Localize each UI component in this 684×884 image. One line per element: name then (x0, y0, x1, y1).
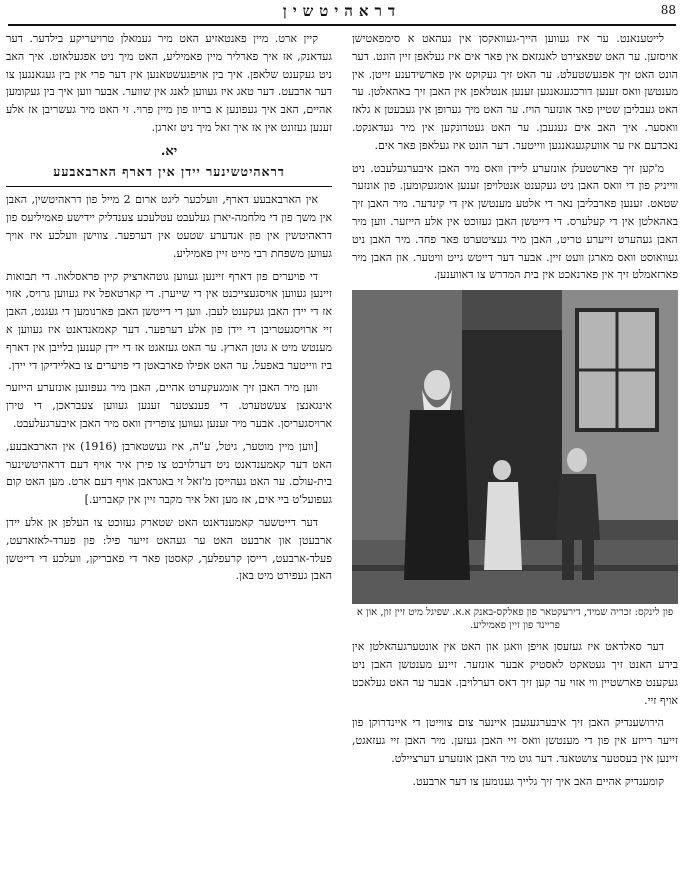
paragraph: ווען מיר האבן זיך אומגעקערט אהיים, האבן מיר געפונען אונזערע הייזער אינגאנצן צעשטערט. די פענצטער זענען געווען צעבראכן, די טירן ארויסגעריסן. אבער מיר זענען געווען צופרידן וואס מיר האבן איבערגעלעבט. (6, 381, 332, 430)
paragraph: מ'קען זיך פארשטעלן אונזערע ליידן וואס מיר האבן איבערגעלעבט. ניט ווייניק פון די וואס האבן ניט געקענט אנטלויפן זענען אומגעקומען. פון אונזער שטאט. זענען פארבליבן נאר די אלטע מענטשן אין די קינדער. מיר האבן זיך באהאלטן אין די קעלערס. די דייטשן האבן געזוכט אין אלע הייזער. ווען מיר האבן געהערט זייערע טריט, האבן מיר געציטערט פאר פחד. מיר האבן ניט געוואוסט וואס מארגן וועט זיין. אבער דער דייטש גייט וויטער. און האבן מיר פארזאמלט זיך אין פארנאכט אין בית המדרש צו דאווענען. (352, 161, 678, 282)
bracketed-note: [ווען מיין מוטער, גיטל, ע"ה, איז געשטארבן (1916) אין הארבאבעע, האט דער קאמענדאנט ניט דערלויבט צו פירן איר אויף דעם דראהיטשינער בית-עולם. ער האט געהייסן מ'זאל זי באגראבן אויף דעם ארט. מען האט קום געפועל'ט ביי אים, אז מען זאל איר מקבר זיין אין קאבריע.] (6, 439, 332, 507)
paragraph: די פויערים פון דארף זיינען געווען גוטהארציק קיין פראסלאוו. די תבואות זיינען געווען אויסגעצייכנט אין די שייערן. די קארטאפל איז געווען גרויס, אזוי אז די יידן האבן געקענט לעבן. ווען די דייטשן האבן פארנומען די געגנט, האבן זיי ארויסגעטריבן די יידן פון אלע דערפער. דער קאמאנדאנט איז געווען א מענטש מיט א גוטן הארץ. ער האט געזאגט אז די יידן קענען בלייבן אין דארף ביז ווייטער באפעל. ער האט אפילו פארבאטן די פויערים צו באליידיקן די יידן. (6, 269, 332, 372)
paragraph: קומענדיק אהיים האב איך זיך גלייך גענומען צו דער ארבעט. (412, 774, 664, 788)
historical-photo (352, 290, 678, 604)
section-title: דראהיטשינער יידן אין דארף הארבאבעע (6, 163, 332, 188)
page-number: 88 (660, 3, 676, 17)
paragraph: הירושענדיק האבן זיך איבערגעגעבן איינער צום צווייטן די איינדרוקן פון זייער רייזע אין פון די מענטשן וואס זיי האבן געזען. מיר האבן זיי געזאגט, זיינען אין בעסטער צושטאנד. דער גוט מיר האבן אונזערע דערציילט. (352, 716, 678, 765)
right-column (352, 30, 678, 878)
paragraph: לייטענאנט. ער איז געווען הייך-געוואקסן אין געהאט א סימפאטישן אויסזען. ער האט שפאצירט לאנגזאם אין פאר אים איז געלאפן זיין הונט. דער הונט האט זיך אפגעשטעלט. ער האט זיך געקוקט אין פארשידענע זייטן. אין מענטשן וואס זענען דורכגעגאנגען זענען אנטלאפן אין האבן זיך באהאלטן. ער האט געבליבן שטיין פאר אונזער הויז. ער האט מיך גערופן אין געבעטן א גלאז וואסער. איך האב אים געגעבן. ער האט געטרונקען אין מיר געדאנקט. נאכדעם איז ער אוועקגעגאנגען ווייטער. דער הונט איז געלאפן פאר אים. (352, 32, 678, 152)
paragraph: קיין ארט. מיין פאנטאזיע האט מיר געמאלן טרויעריקע בילדער. דער געדאנק, אז איך פארליר מיין פאמיליע, האט מיך ניט אפגעלאזט. איך האב ניט געקענט שלאפן. איך בין אויפגעשטאנען אין דער פרי אין בין געגאנגען צו דער ארבעט. דער טאג איז געווען לאנג אין שווער. אבער ווען איך בין געקומען אהיים, האב איך געפונען א בריוו פון מיין פרוי. זי האט מיר געשריבן אז אלע זענען געזונט אין אז איך זאל מיך ניט זארגן. (6, 32, 332, 134)
photo-illustration (352, 290, 678, 604)
paragraph: דער דייטשער קאמענדאנט האט שטארק געזוכט צו העלפן אן אלע יידן ארבעטן און ארבעט האט ער געהאט זייער פיל: פון פערד-לאזארעט, פעלד-ארבעט, רייסן קרעפלעך, קאסטן פאר די פאבריקן, וועלכע די דייטשן האבן געפירט מיט באן. (6, 515, 332, 583)
left-column (6, 30, 332, 878)
paragraph: דער סאלדאט איז געזעסן אויפן וואגן און האט אין אונטערגעהאלטן אין בידע האנט זיך געטאקט לאסטיק אבער אונזער. זיינע מענטשן האבן ניט געקענט פארשטיין ווי אזוי ער קען זיך דאס דערלויבן. אבער ער האט געלאכט אויף זיי. (352, 640, 678, 707)
photo-caption: פון לינקס: זכריה שמיד, דירעקטאר פון פאלקס-באנק א.א. שפיגל מיט זיין זון, און א פריינד פון זיין פאמיליע. (356, 607, 674, 632)
running-title: דראהיטשין (282, 2, 402, 20)
page-header (8, 0, 676, 26)
section-number: יא. (160, 143, 178, 159)
paragraph: אין הארבאבעע דארף, וועלכער ליגט ארום 2 מייל פון דראהיטשין, האבן אין משך פון די מלחמה-יארן געלעבט עטלעכע צענדליק יידישע פאמיליעס פון דראהיטשין אין פון אנדערע שטעט אין דערפער. צווישן וועלכע איז אויך געווען משפחת רבי מייט זיין פאמיליע. (6, 193, 332, 260)
